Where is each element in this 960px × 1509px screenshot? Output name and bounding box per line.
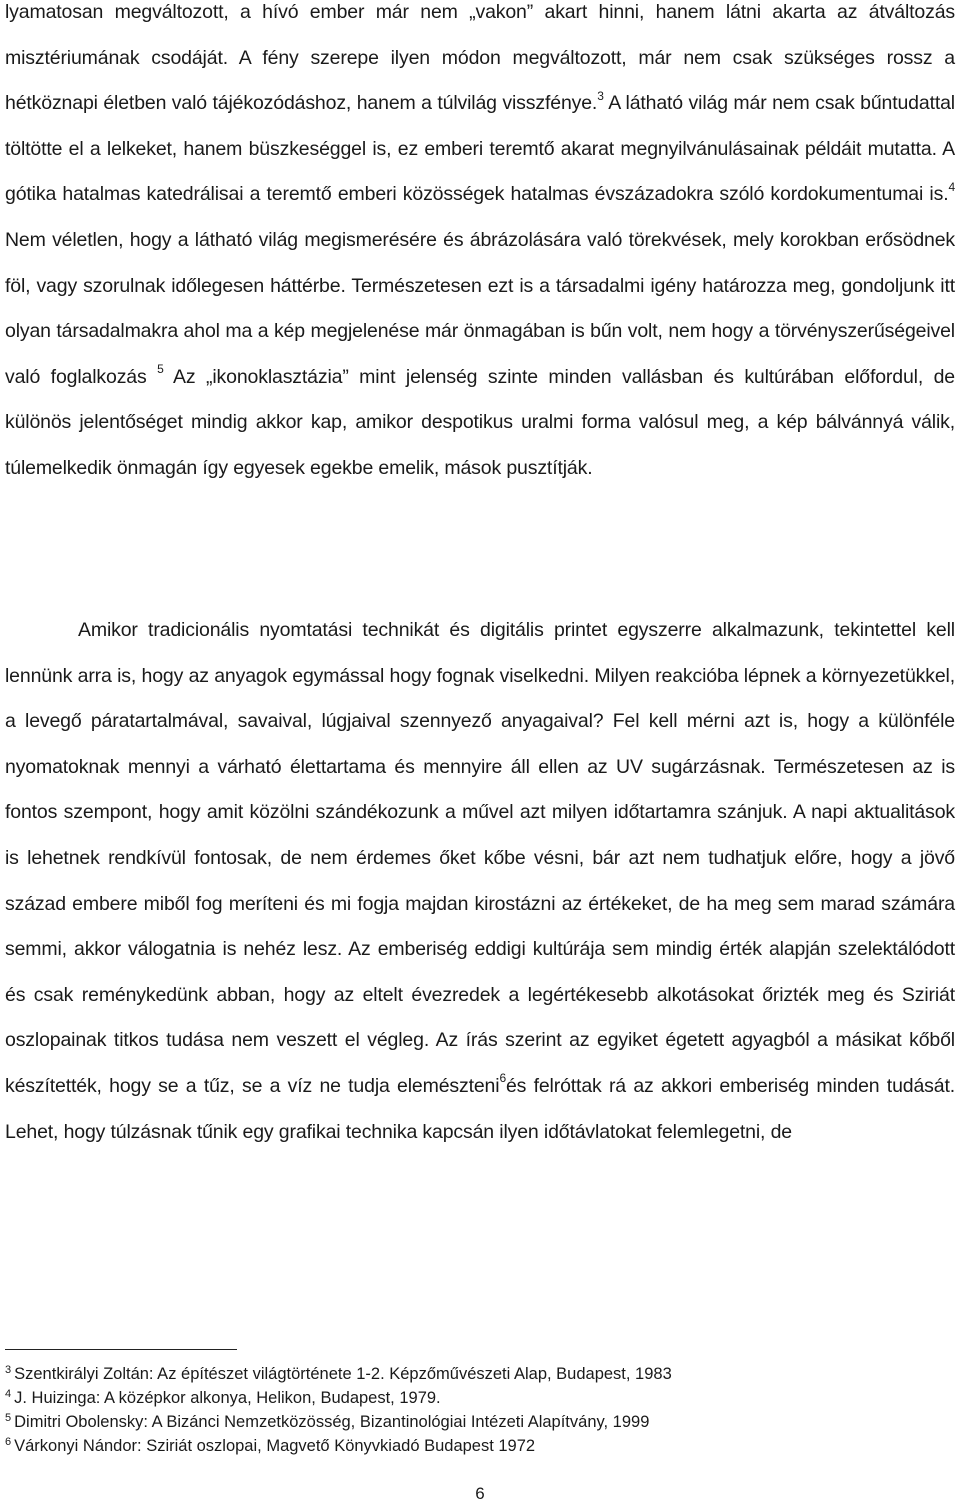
footnote-text: J. Huizinga: A középkor alkonya, Helikon, Budapest, 1979. <box>14 1389 441 1407</box>
footnote-4 <box>5 1386 905 1410</box>
footnote-marker: 3 <box>597 88 604 103</box>
footnote-marker: 6 <box>499 1071 506 1086</box>
footnote-text: Várkonyi Nándor: Sziriát oszlopai, Magvető Könyvkiadó Budapest 1972 <box>14 1437 536 1455</box>
text-run: Az „ikonoklasztázia” mint jelenség szinte minden vallásban és kultúrában előfordul, de különös jelentőséget mindig akkor kap, amikor despotikus uralmi forma valósul meg, a kép bálvánnyá válik, túlemelkedik önmagán így egyesek egekbe emelik, mások pusztítják. <box>5 365 955 479</box>
text-run: és felróttak rá az akkori emberiség minden tudását. Lehet, hogy túlzásnak tűnik egy grafikai technika kapcsán ilyen időtávlatokat felemlegetni, de <box>5 1074 955 1143</box>
footnote-3 <box>5 1362 905 1386</box>
footnote-text: Dimitri Obolensky: A Bizánci Nemzetközösség, Bizantinológiai Intézeti Alapítvány, 1999 <box>14 1413 650 1431</box>
paragraph-2 <box>5 608 955 1155</box>
footnote-6 <box>5 1434 905 1458</box>
footnote-text: Szentkirályi Zoltán: Az építészet világtörténete 1-2. Képzőművészeti Alap, Budapest, 1983 <box>14 1365 672 1383</box>
footnote-5 <box>5 1410 905 1434</box>
text-run: A látható világ már nem csak bűntudattal töltötte el a lelkeket, hanem büszkeséggel is, ez emberi teremtő akarat megnyilvánulásainak példáit mutatta. A gótika hatalmas katedrálisai a teremtő emberi közösségek hatalmas évszázadokra szóló kordokumentumai is. <box>5 92 955 206</box>
paragraph-1-text <box>5 0 955 492</box>
paragraph-1 <box>5 0 955 492</box>
footnote-marker: 4 <box>948 179 955 194</box>
text-run: Nem véletlen, hogy a látható világ megismerésére és ábrázolására való törekvések, mely korokban erősödnek föl, vagy szorulnak időlegesen háttérbe. Természetesen ezt is a társadalmi igény határozza meg, gondoljunk itt olyan társadalmakra ahol ma a kép megjelenése már önmagában is bűn volt, nem hogy a törvényszerűségeivel való foglalkozás <box>5 228 955 388</box>
footnote-number: 4 <box>5 1387 12 1400</box>
text-run: lyamatosan megváltozott, a hívó ember már nem „vakon” akart hinni, hanem látni akarta az átváltozás misztériumának csodáját. A fény szerepe ilyen módon megváltozott, már nem csak szükséges rossz a hétköznapi életben való tájékozódáshoz, hanem a túlvilág visszfénye. <box>5 1 955 115</box>
footnote-number: 3 <box>5 1363 12 1376</box>
footnote-divider <box>5 1349 237 1350</box>
footnotes <box>5 1362 905 1458</box>
page-number: 6 <box>475 1484 485 1503</box>
footnote-number: 6 <box>5 1435 12 1448</box>
paragraph-2-text <box>5 608 955 1155</box>
footnote-marker: 5 <box>157 362 164 377</box>
footnote-number: 5 <box>5 1411 12 1424</box>
text-run: Amikor tradicionális nyomtatási technikát és digitális printet egyszerre alkalmazunk, tekintettel kell lennünk arra is, hogy az anyagok egymással hogy fognak viselkedni. Milyen reakcióba lépnek a környezetükkel, a levegő páratartalmával, savaival, lúgjaival szennyező anyagaival? Fel kell mérni azt is, hogy a különféle nyomatoknak mennyi a várható élettartama és mennyire áll ellen az UV sugárzásnak. Természetesen az is fontos szempont, hogy amit közölni szándékozunk a művel azt milyen időtartamra szánjuk. A napi aktualitások is lehetnek rendkívül fontosak, de nem érdemes őket kőbe vésni, bár azt nem tudhatjuk előre, hogy a jövő század embere miből fog meríteni és mi fogja majdan kirostázni az értékeket, de ha meg sem marad számára semmi, akkor válogatnia is nehéz lesz. Az emberiség eddigi kultúrája sem mindig érték alapján szelektálódott és csak reménykedünk abban, hogy az eltelt évezredek a legértékesebb alkotásokat őrizték meg és Sziriát oszlopainak titkos tudása nem veszett el végleg. Az írás szerint az egyiket égetett agyagból a másikat kőből készítették, hogy se a tűz, se a víz ne tudja elemészteni <box>5 619 955 1097</box>
